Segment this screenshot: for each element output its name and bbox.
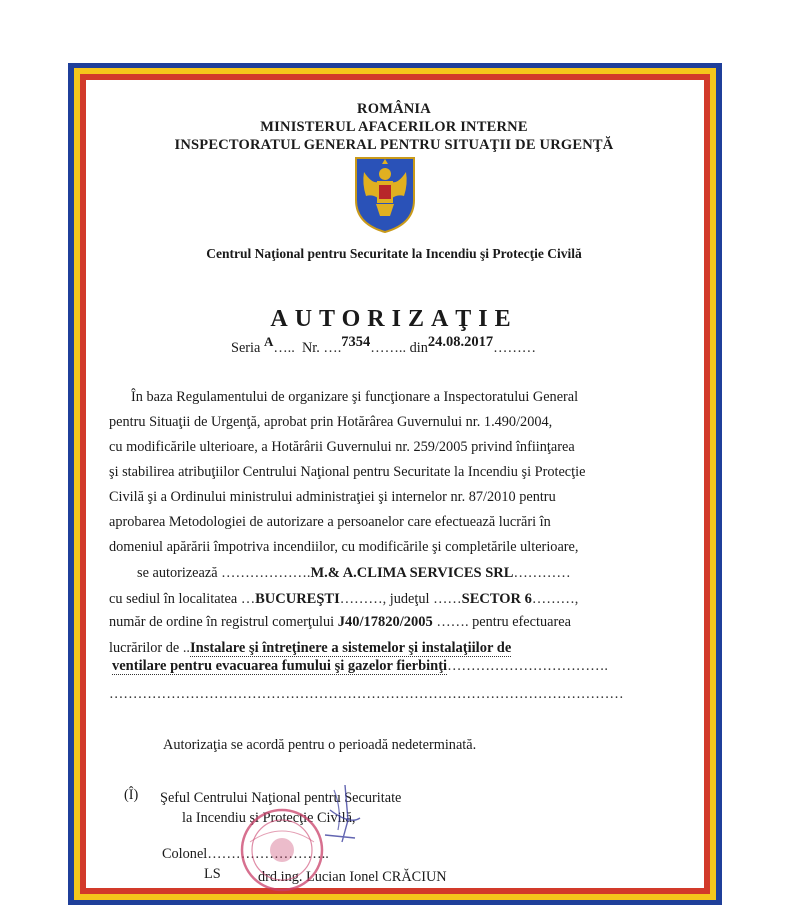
serial-line [231, 334, 537, 357]
dotted-leader: ….. [273, 340, 295, 356]
nr-value: 7354 [341, 334, 371, 350]
dotted-leader: ………… [513, 565, 571, 581]
works-value-line2: ventilare pentru evacuarea fumului şi gazelor fierbinţi [112, 658, 448, 674]
registration-line [109, 614, 571, 631]
works-line [109, 640, 511, 657]
nr-label: Nr. [301, 340, 320, 356]
date-value: 24.08.2017 [427, 334, 494, 350]
works-value-line1: Instalare şi întreţinere a sistemelor şi instalaţiilor de [190, 640, 512, 656]
registration-number: J40/17820/2005 [337, 614, 433, 630]
dotted-leader: ……………………………. [447, 658, 608, 674]
document-title: AUTORIZAŢIE [270, 306, 518, 332]
paragraph-line: Civilă şi a Ordinului ministrului administraţiei şi internelor nr. 87/2010 pentru [109, 489, 556, 505]
seria-label: Seria [231, 340, 261, 356]
dotted-leader: … [240, 591, 256, 607]
registration-suffix: pentru efectuarea [472, 614, 571, 630]
seat-label: cu sediul în localitatea [109, 591, 238, 607]
company-line [137, 565, 571, 582]
paragraph-line: pentru Situaţii de Urgenţă, aprobat prin Hotărârea Guvernului nr. 1.490/2004, [109, 414, 553, 430]
header-country: ROMÂNIA [357, 101, 431, 117]
paragraph-line: şi stabilirea atribuţiilor Centrului Naţional pentru Securitate la Incendiu şi Protecţie [109, 464, 586, 480]
dotted-leader: ……… [493, 340, 537, 356]
ls-label: LS [204, 866, 221, 882]
dotted-leader: …….. [370, 340, 407, 356]
dotted-leader: …………………….. [207, 846, 329, 862]
dotted-leader: .. [182, 640, 190, 656]
dotted-leader: ……. [436, 614, 469, 630]
county-value: SECTOR 6 [461, 591, 532, 607]
county-label: judeţul [389, 591, 430, 607]
signatory-role-line1: Şeful Centrului Naţional pentru Securitate [160, 790, 402, 806]
dotted-leader: ………………. [221, 565, 311, 581]
dotted-leader: …. [323, 340, 342, 356]
din-label: din [409, 340, 428, 356]
coat-of-arms-icon [352, 154, 418, 234]
blank-dotted-line: ……………………………………………………………………………………………… [109, 686, 624, 702]
header-ministry: MINISTERUL AFACERILOR INTERNE [260, 119, 528, 135]
paragraph-line: cu modificările ulterioare, a Hotărârii Guvernului nr. 259/2005 privind înfiinţarea [109, 439, 575, 455]
paragraph-line: domeniul apărării împotriva incendiilor, cu modificările şi completările ulterioare, [109, 539, 579, 555]
city-value: BUCUREŞTI [255, 591, 340, 607]
signatory-role-line2: la Incendiu şi Protecţie Civilă, [182, 810, 356, 826]
paragraph-line: În baza Regulamentului de organizare şi funcţionare a Inspectoratului General [131, 389, 579, 405]
signatory-name: drd.ing. Lucian Ionel CRĂCIUN [258, 869, 447, 885]
official-stamp-icon [230, 780, 370, 900]
paragraph-line: aprobarea Metodologiei de autorizare a persoanelor care efectuează lucrări în [109, 514, 551, 530]
dotted-leader: ………, [339, 591, 387, 607]
works-label: lucrărilor de [109, 640, 180, 656]
seria-value: A [263, 334, 274, 349]
seat-line [109, 591, 578, 608]
works-line-2 [112, 658, 608, 675]
company-name: M.& A.CLIMA SERVICES SRL [310, 565, 514, 581]
dotted-leader: …… [433, 591, 462, 607]
authorized-label: se autorizează [137, 565, 218, 581]
centre-name: Centrul Naţional pentru Securitate la Incendiu şi Protecţie Civilă [206, 246, 582, 261]
validity-statement: Autorizaţia se acordă pentru o perioadă nedeterminată. [163, 737, 477, 753]
rank-label: Colonel [162, 846, 208, 862]
header-inspectorate: INSPECTORATUL GENERAL PENTRU SITUAŢII DE URGENŢĂ [174, 137, 614, 153]
registration-label: număr de ordine în registrul comerţului [109, 614, 335, 630]
dotted-leader: ………, [531, 591, 579, 607]
signature-mark: (Î) [124, 787, 139, 803]
